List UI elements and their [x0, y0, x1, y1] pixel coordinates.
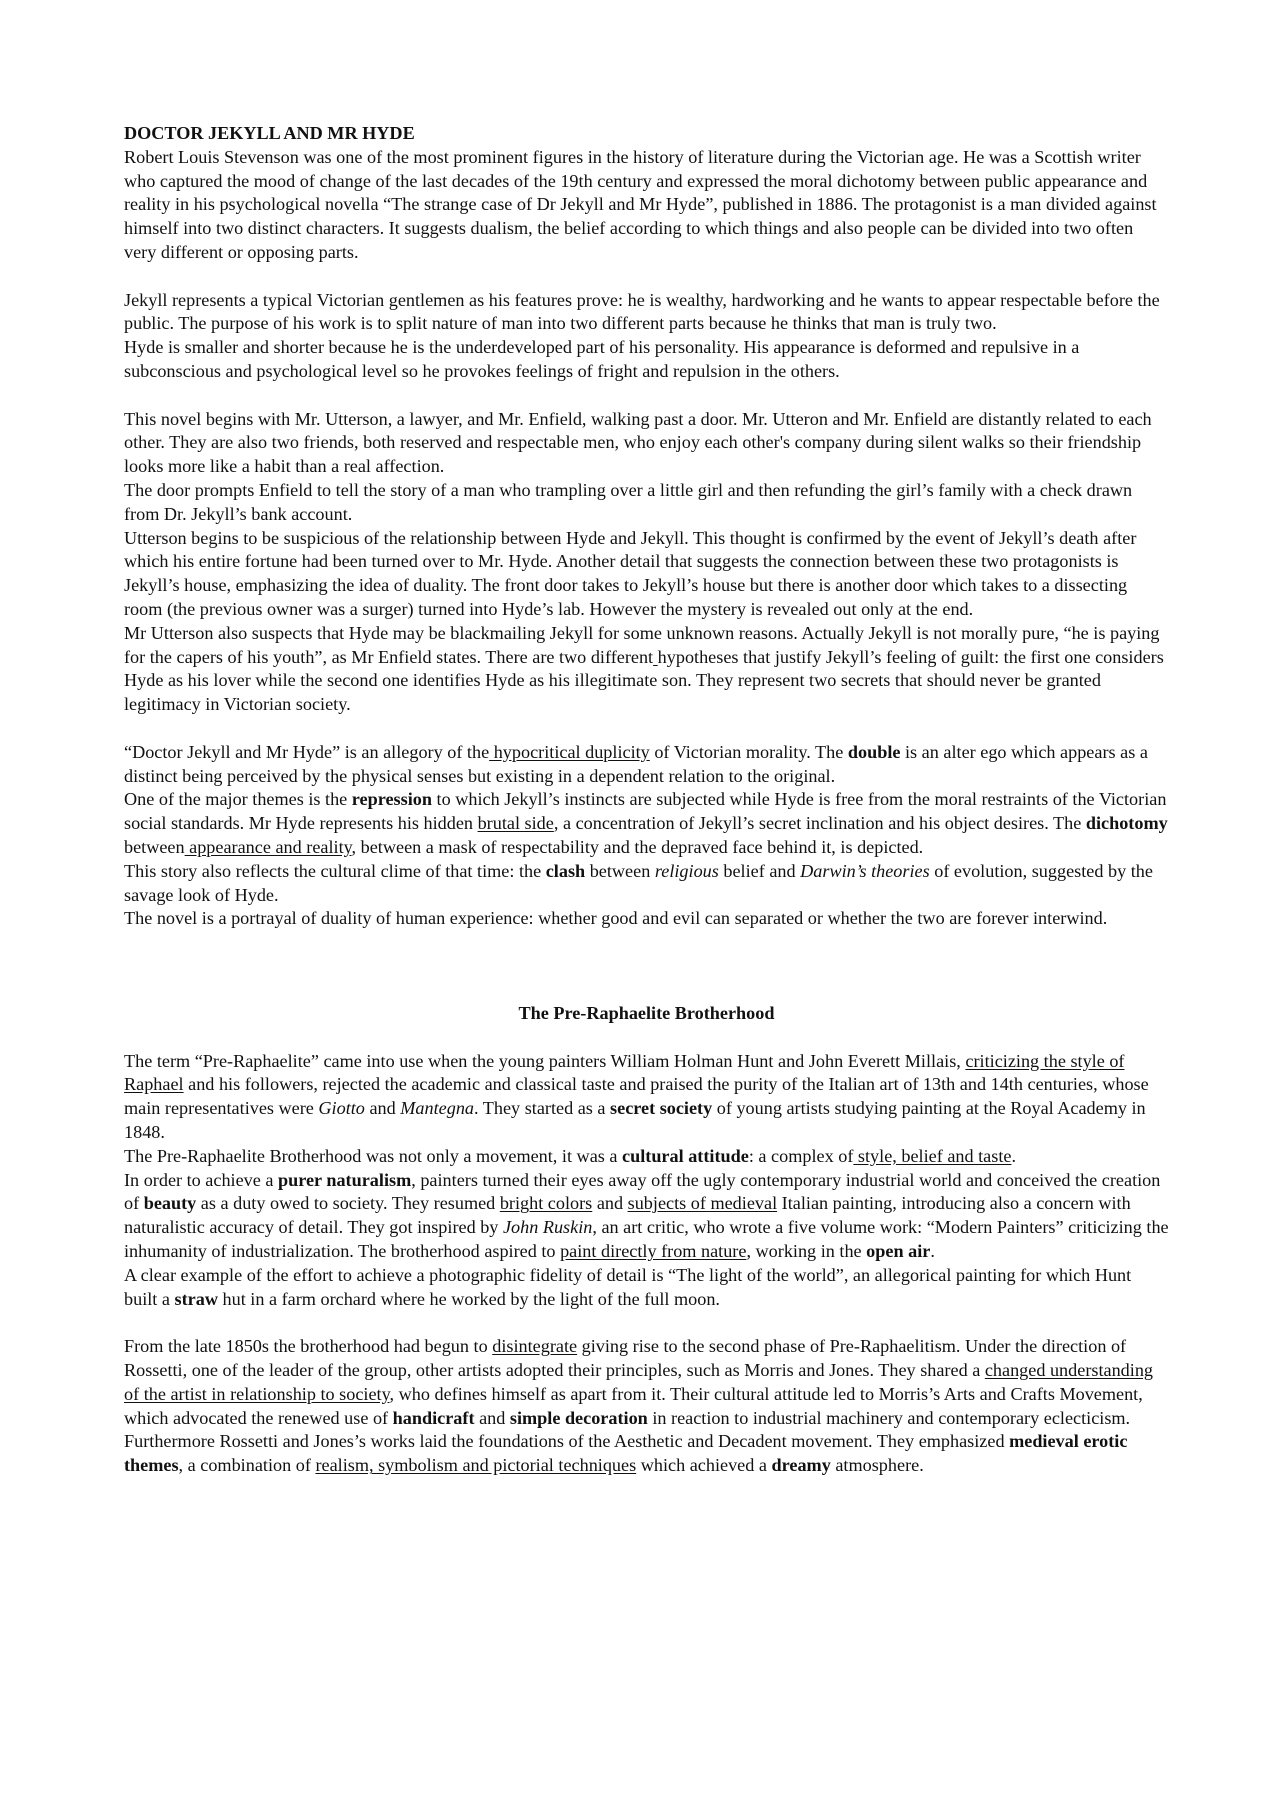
paragraph-second-phase: [124, 1335, 1169, 1478]
bold-term: handicraft: [392, 1407, 475, 1428]
paragraph-gap: [124, 1026, 1169, 1050]
paragraph-allegory: [124, 741, 1169, 789]
text-run: is an alter ego which appears as a distinct being perceived by the physical senses but existing in a dependent relation to the original.: [124, 741, 1148, 786]
text-run: One of the major themes is the: [124, 789, 352, 810]
text-run: , a concentration of Jekyll’s secret inclination and his object desires. The: [553, 813, 1086, 834]
text-run: In order to achieve a: [124, 1169, 279, 1190]
paragraph-gap: [124, 265, 1169, 289]
section-title: The Pre-Raphaelite Brotherhood: [518, 1003, 775, 1024]
bold-term: repression: [351, 789, 432, 810]
text-run: Italian painting, introducing also a concern with naturalistic accuracy of detail. They got inspired by: [124, 1193, 1131, 1238]
paragraph-blackmail-hypotheses: [124, 622, 1169, 717]
paragraph-cultural-attitude: [124, 1145, 1169, 1169]
text-run: The Pre-Raphaelite Brotherhood was not only a movement, it was a: [124, 1145, 623, 1166]
italic-term: Darwin’s theories: [800, 860, 930, 881]
text-run: hypotheses that justify Jekyll’s feeling of guilt: the first one considers Hyde as his lover while the second one identifies Hyde as his illegitimate son. They represent two secrets that should never be granted legitimacy in Victorian society.: [124, 646, 1164, 715]
underlined-term: paint directly from nature: [560, 1241, 747, 1262]
bold-term: dichotomy: [1085, 813, 1168, 834]
paragraph-door-story: The door prompts Enfield to tell the story of a man who trampling over a little girl and then refunding the girl’s family with a check drawn from Dr. Jekyll’s bank account.: [124, 479, 1133, 524]
paragraph-stevenson-intro: Robert Louis Stevenson was one of the most prominent figures in the history of literature during the Victorian age. He was a Scottish writer who captured the mood of change of the last decades of the 19th century and expressed the moral dichotomy between public appearance and reality in his psychological novella “The strange case of Dr Jekyll and Mr Hyde”, published in 1886. The protagonist is a man divided against himself into two distinct characters. It suggests dualism, the belief according to which things and also people can be divided into two often very different or opposing parts.: [124, 146, 1157, 262]
bold-term: clash: [545, 860, 586, 881]
underlined-term: disintegrate: [492, 1336, 578, 1357]
text-run: of evolution, suggested by the savage look of Hyde.: [124, 860, 1153, 905]
text-run: giving rise to the second phase of Pre-Raphaelitism. Under the direction of Rossetti, one of the leader of the group, other artists adopted their principles, such as Morris and Jones. They shared a: [124, 1336, 1127, 1381]
underlined-term: subjects of medieval: [627, 1193, 778, 1214]
underlined-term: brutal side: [477, 813, 554, 834]
paragraph-gap: [124, 1311, 1169, 1335]
underlined-term: realism, symbolism and pictorial techniques: [315, 1455, 637, 1476]
italic-term: John Ruskin: [502, 1217, 593, 1238]
paragraph-light-of-the-world: [124, 1264, 1169, 1312]
text-run: .: [930, 1241, 935, 1262]
bold-term: medieval erotic themes: [124, 1431, 1128, 1476]
text-run: and: [474, 1407, 510, 1428]
bold-term: purer naturalism: [278, 1169, 412, 1190]
paragraph-utterson-suspicion: Utterson begins to be suspicious of the relationship between Hyde and Jekyll. This thought is confirmed by the event of Jekyll’s death after which his entire fortune had been turned over to Mr. Hyde. Another detail that suggests the connection between these two protagonists is Jekyll’s house, emphasizing the idea of duality. The front door takes to Jekyll’s house but there is another door which takes to a dissecting room (the previous owner was a surger) turned into Hyde’s lab. However the mystery is revealed out only at the end.: [124, 527, 1137, 619]
bold-term: secret society: [610, 1098, 713, 1119]
text-run: of Victorian morality. The: [649, 741, 848, 762]
bold-term: simple decoration: [509, 1407, 648, 1428]
document-page: [124, 122, 1169, 1478]
text-run: , who defines himself as apart from it. Their cultural attitude led to Morris’s Arts and Crafts Movement, which advocated the renewed use of: [124, 1383, 1143, 1428]
text-run: , between a mask of respectability and the depraved face behind it, is depicted.: [351, 836, 924, 857]
italic-term: Mantegna: [400, 1098, 475, 1119]
paragraph-naturalism: [124, 1169, 1169, 1264]
underlined-term: style, belief and taste: [853, 1145, 1012, 1166]
underlined-term: appearance and reality: [184, 836, 352, 857]
paragraph-jekyll-description: Jekyll represents a typical Victorian gentlemen as his features prove: he is wealthy, hardworking and he wants to appear respectable before the public. The purpose of his work is to split nature of man into two different parts because he thinks that man is truly two.: [124, 289, 1160, 334]
text-run: Mr Utterson also suspects that Hyde may be blackmailing Jekyll for some unknown reasons. Actually Jekyll is not morally pure, “he is paying for the capers of his youth”, as Mr Enfield states. There are two different: [124, 622, 1160, 667]
text-run: , a combination of: [178, 1455, 316, 1476]
underlined-term: hypocritical duplicity: [489, 741, 650, 762]
bold-term: beauty: [143, 1193, 197, 1214]
document-title: DOCTOR JEKYLL AND MR HYDE: [124, 123, 415, 143]
bold-term: cultural attitude: [622, 1145, 749, 1166]
text-run: and: [592, 1193, 628, 1214]
text-run: . They started as a: [474, 1098, 611, 1119]
text-run: “Doctor Jekyll and Mr Hyde” is an allegory of the: [124, 741, 490, 762]
text-run: as a duty owed to society. They resumed: [196, 1193, 500, 1214]
text-run: and his followers, rejected the academic and classical taste and praised the purity of the Italian art of 13th and 14th centuries, whose main representatives were: [124, 1074, 1149, 1119]
text-run: , an art critic, who wrote a five volume work: “Modern Painters” criticizing the inhumanity of industrialization. The brotherhood aspired to: [124, 1217, 1169, 1262]
underlined-term: criticizing the style of Raphael: [124, 1050, 1125, 1095]
text-run: , painters turned their eyes away off the ugly contemporary industrial world and conceived the creation of: [124, 1169, 1161, 1214]
section-gap: [124, 931, 1169, 1002]
paragraph-gap: [124, 384, 1169, 408]
bold-term: double: [847, 741, 901, 762]
text-run: to which Jekyll’s instincts are subjected while Hyde is free from the moral restraints of the Victorian social standards. Mr Hyde represents his hidden: [124, 789, 1167, 834]
text-run: which achieved a: [636, 1455, 772, 1476]
text-run: hut in a farm orchard where he worked by the light of the full moon.: [217, 1288, 720, 1309]
paragraph-hyde-description: Hyde is smaller and shorter because he is the underdeveloped part of his personality. His appearance is deformed and repulsive in a subconscious and psychological level so he provokes feelings of fright and repulsion in the others.: [124, 337, 1080, 381]
paragraph-gap: [124, 717, 1169, 741]
text-run: atmosphere.: [830, 1455, 924, 1476]
text-run: This story also reflects the cultural clime of that time: the: [124, 860, 546, 881]
text-run: A clear example of the effort to achieve a photographic fidelity of detail is “The light of the world”, an allegorical painting for which Hunt built a: [124, 1264, 1132, 1309]
text-run: of young artists studying painting at the Royal Academy in 1848.: [124, 1098, 1146, 1143]
bold-term: straw: [174, 1288, 218, 1309]
paragraph-term-origin: [124, 1050, 1169, 1145]
text-run: .: [1011, 1145, 1016, 1166]
paragraph-repression-theme: [124, 788, 1169, 859]
paragraph-duality-portrayal: The novel is a portrayal of duality of human experience: whether good and evil can separated or whether the two are forever interwind.: [124, 908, 1108, 929]
text-run: : a complex of: [748, 1145, 854, 1166]
text-run: The term “Pre-Raphaelite” came into use when the young painters William Holman Hunt and John Everett Millais,: [124, 1050, 966, 1071]
italic-term: religious: [654, 860, 719, 881]
text-run: between: [124, 836, 185, 857]
paragraph-cultural-clime: [124, 860, 1169, 908]
text-run: From the late 1850s the brotherhood had begun to: [124, 1336, 493, 1357]
paragraph-novel-beginning: This novel begins with Mr. Utterson, a lawyer, and Mr. Enfield, walking past a door. Mr. Utteron and Mr. Enfield are distantly related to each other. They are also two friends, both reserved and respectable men, who enjoy each other's company during silent walks so their friendship looks more like a habit than a real affection.: [124, 408, 1152, 477]
bold-term: open air: [866, 1241, 931, 1262]
text-run: between: [585, 860, 655, 881]
underlined-term: changed understanding of the artist in relationship to society: [124, 1360, 1154, 1404]
text-run: belief and: [718, 860, 801, 881]
bold-term: dreamy: [771, 1455, 831, 1476]
italic-term: Giotto: [318, 1098, 365, 1119]
underlined-term: bright colors: [499, 1193, 593, 1214]
text-run: in reaction to industrial machinery and contemporary eclecticism. Furthermore Rossetti and Jones’s works laid the foundations of the Aesthetic and Decadent movement. They emphasized: [124, 1407, 1131, 1452]
text-run: and: [364, 1098, 401, 1119]
text-run: , working in the: [746, 1241, 867, 1262]
